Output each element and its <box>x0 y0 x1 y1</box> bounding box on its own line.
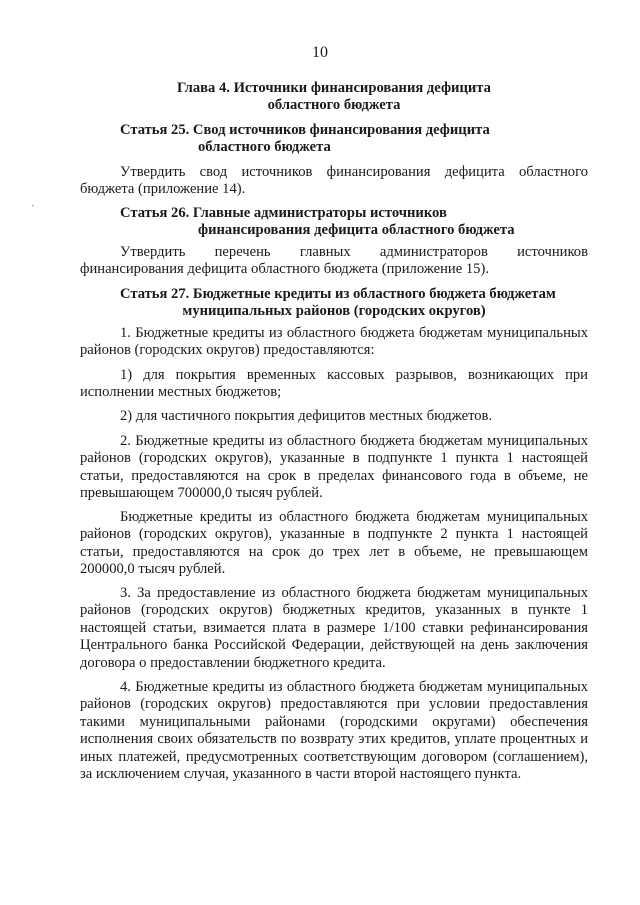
article-26-title-line1: Статья 26. Главные администраторы источников <box>120 205 447 221</box>
article-27-paragraph-1-2: 2) для частичного покрытия дефицитов местных бюджетов. <box>120 408 493 424</box>
article-27-paragraph-2: 2. Бюджетные кредиты из областного бюджета бюджетам муниципальных районов (городских округов), указанные в подпункте 1 пункта 1 настоящей статьи, предоставляются на срок в пределах финансового года в объеме, не превышающем 700000,0 тысяч рублей. <box>80 433 588 502</box>
article-27-paragraph-3: 3. За предоставление из областного бюджета бюджетам муниципальных районов (городских округов) бюджетных кредитов, указанных в пункте 1 настоящей статьи, взимается плата в размере 1/100 ставки рефинансирования Центрального банка Российской Федерации, действующей на день заключения договора о предоставлении бюджетного кредита. <box>80 585 588 671</box>
article-25-text: Утвердить свод источников финансирования дефицита областного бюджета (приложение 14). <box>80 164 588 198</box>
chapter-title-line1: Глава 4. Источники финансирования дефицита <box>177 80 491 96</box>
article-27-paragraph-4: 4. Бюджетные кредиты из областного бюджета бюджетам муниципальных районов (городских округов) предоставляются при условии предоставления такими муниципальными районами (городскими округами) обеспечения исполнения своих обязательств по возврату этих кредитов, уплате процентных и иных платежей, предусмотренных соответствующим договором (соглашением), за исключением случая, указанного в части второй настоящего пункта. <box>80 679 588 783</box>
article-25-title-line2: областного бюджета <box>198 139 331 155</box>
article-27-paragraph-2-part2: Бюджетные кредиты из областного бюджета бюджетам муниципальных районов (городских округов), указанные в подпункте 2 пункта 1 настоящей статьи, предоставляются на срок до трех лет в объеме, не превышающем 200000,0 тысяч рублей. <box>80 509 588 578</box>
page-number: 10 <box>312 44 328 61</box>
scan-mark: ˎ <box>31 196 35 207</box>
chapter-title-line2: областного бюджета <box>267 97 401 113</box>
article-27-title-line2: муниципальных районов (городских округов) <box>182 303 486 319</box>
article-27-paragraph-1-1: 1) для покрытия временных кассовых разрывов, возникающих при исполнении местных бюджетов; <box>80 367 588 401</box>
article-25-title-line1: Статья 25. Свод источников финансирования дефицита <box>120 122 490 138</box>
article-25-title <box>80 122 588 156</box>
article-27-title <box>80 286 588 320</box>
chapter-title <box>80 80 588 114</box>
article-27-title-line1: Статья 27. Бюджетные кредиты из областного бюджета бюджетам <box>120 286 556 302</box>
article-26-title-line2: финансирования дефицита областного бюджета <box>198 222 515 238</box>
article-26-text: Утвердить перечень главных администраторов источников финансирования дефицита областного бюджета (приложение 15). <box>80 244 588 278</box>
article-26-title <box>80 205 588 239</box>
article-27-paragraph-1: 1. Бюджетные кредиты из областного бюджета бюджетам муниципальных районов (городских округов) предоставляются: <box>80 325 588 359</box>
